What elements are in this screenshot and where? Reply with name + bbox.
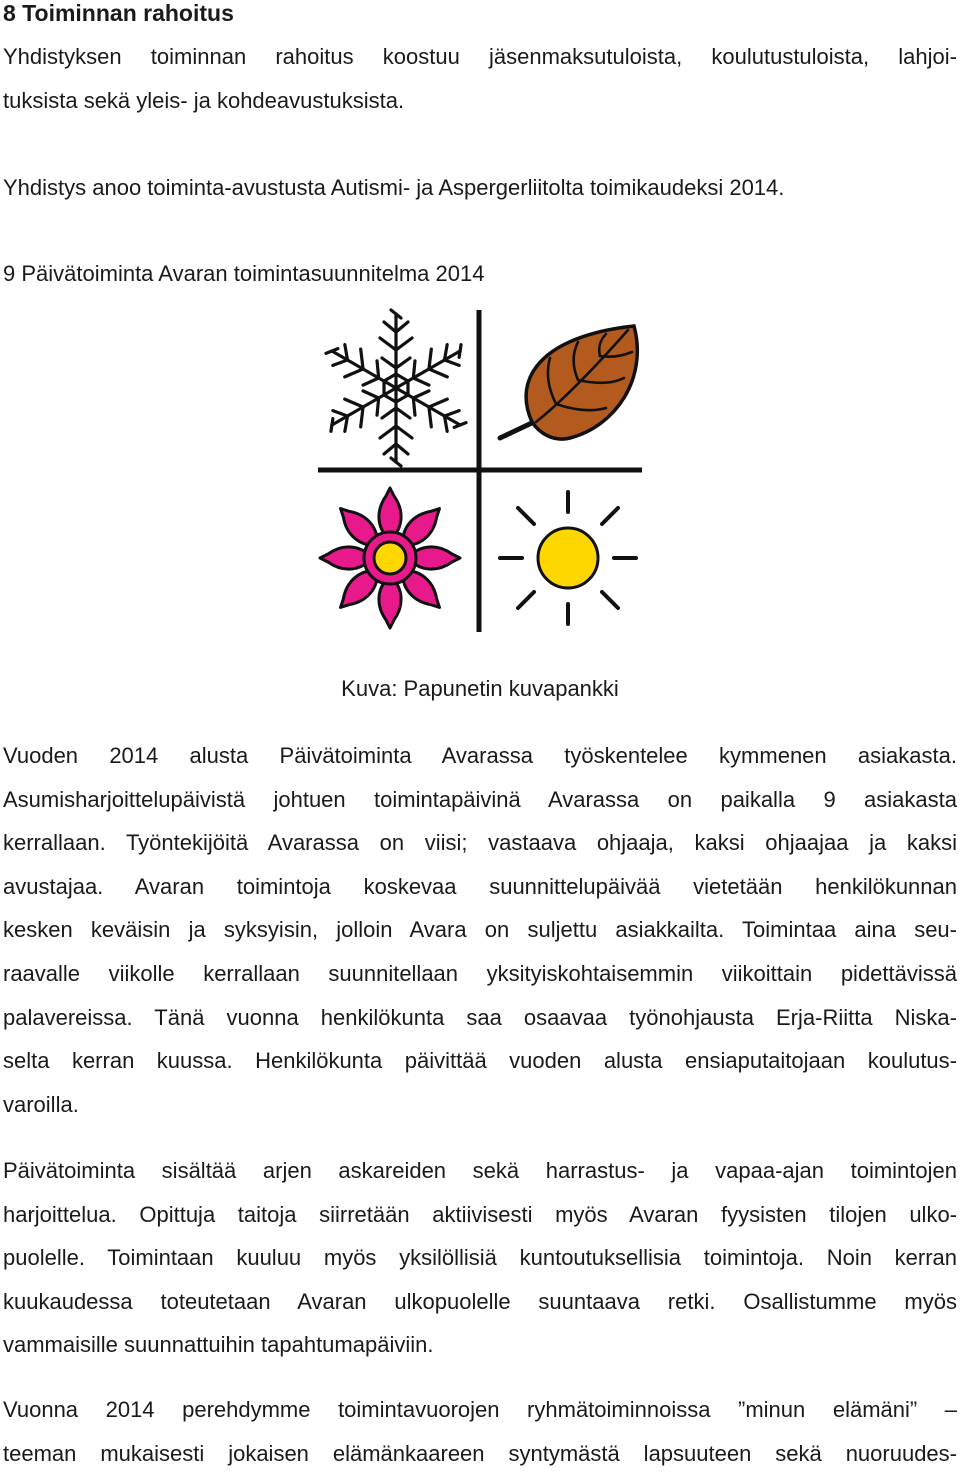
section-9-paragraph-1 [3, 734, 957, 1126]
section-9-heading: 9 Päivätoiminta Avaran toimintasuunnitelma 2014 [3, 261, 485, 286]
section-9-paragraph-3 [3, 1388, 957, 1475]
text-line: Vuonna 2014 perehdymme toimintavuorojen ryhmätoiminnoissa ”minun elämäni” – [3, 1397, 957, 1422]
text-line: palavereissa. Tänä vuonna henkilökunta saa osaavaa työnohjausta Erja-Riitta Niska- [3, 1004, 957, 1030]
text-line: tuksista sekä yleis- ja kohdeavustuksista. [3, 87, 405, 113]
flower-icon [320, 488, 460, 628]
text-line: harjoittelua. Opittuja taitoja siirretään aktiivisesti myös Avaran fyysisten tilojen ulko- [3, 1201, 957, 1227]
text-line: Yhdistyksen toiminnan rahoitus koostuu jäsenmaksutuloista, koulutustuloista, lahjoi- [3, 44, 957, 69]
section-8-paragraph-1 [3, 35, 957, 122]
text-line: teeman mukaisesti jokaisen elämänkaareen syntymästä lapsuuteen sekä nuoruudes- [3, 1440, 957, 1466]
sun-icon [500, 492, 636, 624]
text-line: selta kerran kuussa. Henkilökunta päivittää vuoden alusta ensiaputaitojaan koulutus- [3, 1048, 957, 1074]
text-line: Asumisharjoittelupäivistä johtuen toimintapäivinä Avarassa on paikalla 9 asiakasta [3, 786, 957, 812]
snowflake-icon [320, 310, 471, 466]
text-line: Vuoden 2014 alusta Päivätoiminta Avarassa työskentelee kymmenen asiakasta. [3, 743, 957, 768]
text-line: kuukaudessa toteutetaan Avaran ulkopuolelle suuntaava retki. Osallistumme myös [3, 1288, 957, 1314]
text-line: avustajaa. Avaran toimintoja koskevaa suunnittelupäivää vietetään henkilökunnan [3, 873, 957, 899]
text-line: kerrallaan. Työntekijöitä Avarassa on viisi; vastaava ohjaaja, kaksi ohjaajaa ja kaksi [3, 830, 957, 856]
section-9-paragraph-2 [3, 1149, 957, 1367]
section-8-heading: 8 Toiminnan rahoitus [3, 0, 234, 26]
text-line: raavalle viikolle kerrallaan suunnitellaan yksityiskohtaisemmin viikoittain pidettävissä [3, 960, 957, 986]
text-line: kesken keväisin ja syksyisin, jolloin Avara on suljettu asiakkailta. Toimintaa aina seu- [3, 917, 957, 943]
text-line: varoilla. [3, 1091, 79, 1117]
figure-caption: Kuva: Papunetin kuvapankki [341, 676, 619, 701]
seasons-figure [316, 308, 644, 636]
text-line: Päivätoiminta sisältää arjen askareiden sekä harrastus- ja vapaa-ajan toimintojen [3, 1158, 957, 1183]
text-line: vammaisille suunnattuihin tapahtumapäiviin. [3, 1332, 434, 1358]
text-line: puolelle. Toimintaan kuuluu myös yksilöllisiä kuntoutuksellisia toimintoja. Noin kerran [3, 1245, 957, 1271]
section-8-paragraph-2: Yhdistys anoo toiminta-avustusta Autismi- ja Aspergerliitolta toimikaudeksi 2014. [3, 175, 785, 200]
leaf-icon [500, 326, 637, 439]
